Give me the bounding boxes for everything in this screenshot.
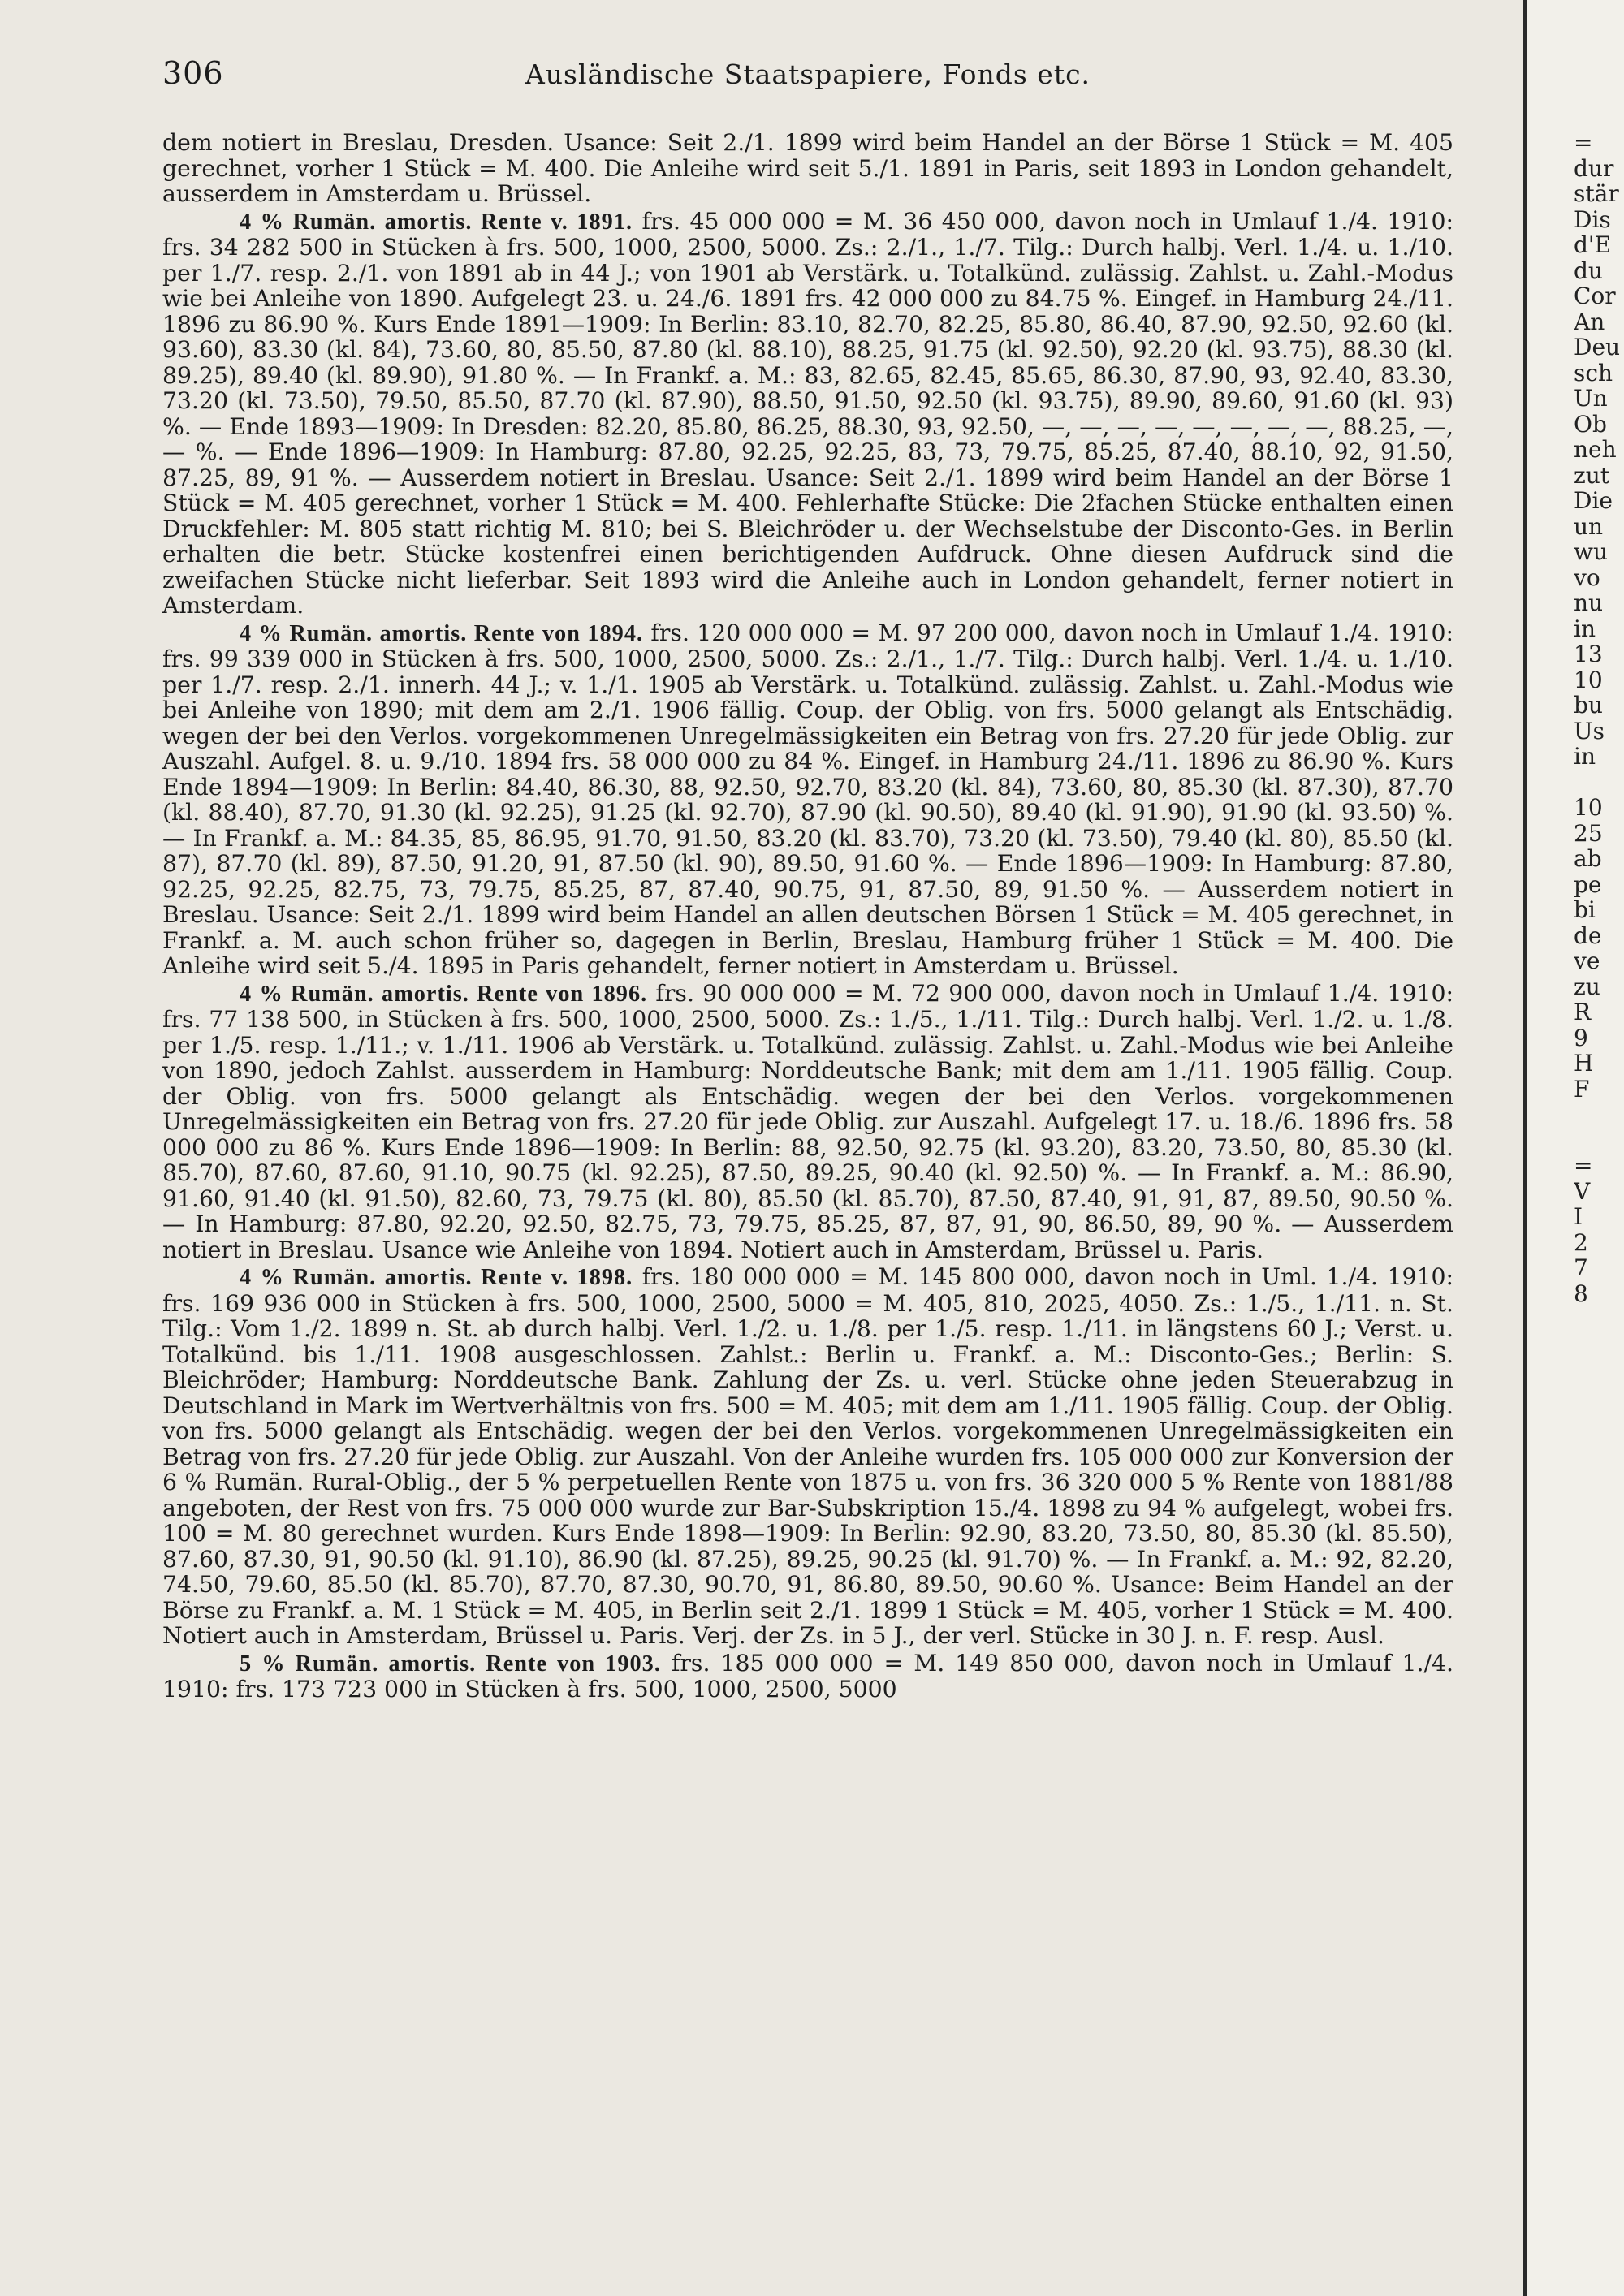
- body-text: [162, 130, 1453, 1703]
- adjacent-page-fragment: Ob: [1574, 410, 1607, 438]
- adjacent-page-fragment: de: [1574, 921, 1602, 949]
- bond-entry-text: frs. 45 000 000 = M. 36 450 000, davon noch in Umlauf 1./4. 1910: frs. 34 282 500 in Stücken à frs. 500, 1000, 2500, 5000. Zs.: 2./1., 1./7. Tilg.: Durch halbj. Verl. 1./4. u. 1./10. per 1./7. resp. 2./1. von 1891 ab in 44 J.; von 1901 ab Verstärk. u. Totalkünd. zulässig. Zahlst. u. Zahl.-Modus wie bei Anleihe von 1890. Aufgelegt 23. u. 24./6. 1891 frs. 42 000 000 zu 84.75 %. Eingef. in Hamburg 24./11. 1896 zu 86.90 %. Kurs Ende 1891—1909: In Berlin: 83.10, 82.70, 82.25, 85.80, 86.40, 87.90, 92.50, 92.60 (kl. 93.60), 83.30 (kl. 84), 73.60, 80, 85.50, 87.80 (kl. 88.10), 88.25, 91.75 (kl. 92.50), 92.20 (kl. 93.75), 88.30 (kl. 89.25), 89.40 (kl. 89.90), 91.80 %. — In Frankf. a. M.: 83, 82.65, 82.45, 85.65, 86.30, 87.90, 93, 92.40, 83.30, 73.20 (kl. 73.50), 79.50, 85.50, 87.70 (kl. 87.90), 88.50, 91.50, 92.50 (kl. 93.75), 89.90, 89.60, 91.60 (kl. 93) %. — Ende 1893—1909: In Dresden: 82.20, 85.80, 86.25, 88.30, 93, 92.50, —, —, —, —, —, —, —, —, 88.25, —, — %. — Ende 1896—1909: In Hamburg: 87.80, 92.25, 92.25, 83, 73, 79.75, 85.25, 87.40, 88.10, 92, 91.50, 87.25, 89, 91 %. — Ausserdem notiert in Breslau. Usance: Seit 2./1. 1899 wird beim Handel an der Börse 1 Stück = M. 405 gerechnet, vorher 1 Stück = M. 400. Fehlerhafte Stücke: Die 2fachen Stücke enthalten einen Druckfehler: M. 805 statt richtig M. 810; bei S. Bleichröder u. der Wechselstube der Disconto-Ges. in Berlin erhalten die betr. Stücke kostenfrei einen berichtigenden Aufdruck. Ohne diesen Aufdruck sind die zweifachen Stücke nicht lieferbar. Seit 1893 wird die Anleihe auch in London gehandelt, ferner notiert in Amsterdam.: [162, 207, 1453, 619]
- bond-entry: [162, 1651, 1453, 1703]
- running-title: Ausländische Staatspapiere, Fonds etc.: [525, 58, 1091, 90]
- adjacent-page-fragment: Die: [1574, 487, 1613, 514]
- adjacent-page-fragment: d'E: [1574, 231, 1612, 258]
- adjacent-page-fragment: zut: [1574, 461, 1610, 489]
- adjacent-page-fragment: =: [1574, 130, 1593, 156]
- adjacent-page-fragment: nu: [1574, 589, 1604, 616]
- adjacent-page-fragment: sch: [1574, 359, 1613, 386]
- bond-entry-heading: 5 % Rumän. amortis. Rente von 1903.: [240, 1651, 661, 1677]
- adjacent-page-text-fragments: [1574, 130, 1624, 1306]
- adjacent-page-fragment: 2: [1574, 1228, 1588, 1256]
- adjacent-page-fragment: neh: [1574, 436, 1617, 463]
- adjacent-page-fragment: Un: [1574, 385, 1608, 412]
- adjacent-page-fragment: V: [1574, 1177, 1591, 1205]
- adjacent-page-fragment: Dis: [1574, 205, 1611, 233]
- adjacent-page-fragment: H: [1574, 1050, 1594, 1077]
- page-edge-rule: [1523, 0, 1527, 2296]
- adjacent-page-fragment: Us: [1574, 717, 1605, 744]
- adjacent-page-fragment: in: [1574, 743, 1596, 770]
- adjacent-page-fragment: [1574, 1128, 1624, 1154]
- adjacent-page-fragment: du: [1574, 257, 1603, 284]
- adjacent-page-fragment: bi: [1574, 896, 1596, 923]
- bond-entry-heading: 4 % Rumän. amortis. Rente v. 1898.: [240, 1265, 633, 1290]
- adjacent-page-fragment: R: [1574, 999, 1592, 1025]
- adjacent-page-fragment: 10: [1574, 794, 1603, 821]
- adjacent-page-fragment: 13: [1574, 641, 1603, 667]
- bond-entry-text: frs. 120 000 000 = M. 97 200 000, davon noch in Umlauf 1./4. 1910: frs. 99 339 000 in Stücken à frs. 500, 1000, 2500, 5000. Zs.: 2./1., 1./7. Tilg.: Durch halbj. Verl. 1./4. u. 1./10. per 1./7. resp. 2./1. innerh. 44 J.; v. 1./1. 1905 ab Verstärk. u. Totalkünd. zulässig. Zahlst. u. Zahl.-Modus wie bei Anleihe von 1890; mit dem am 2./1. 1906 fällig. Coup. der Oblig. von frs. 5000 gelangt als Entschädig. wegen der bei den Verlos. vorgekommenen Unregelmässigkeiten ein Betrag von frs. 27.20 für jede Oblig. zur Auszahl. Aufgel. 8. u. 9./10. 1894 frs. 58 000 000 zu 84 %. Eingef. in Hamburg 24./11. 1896 zu 86.90 %. Kurs Ende 1894—1909: In Berlin: 84.40, 86.30, 88, 92.50, 92.70, 83.20 (kl. 84), 73.60, 80, 85.30 (kl. 87.30), 87.70 (kl. 88.40), 87.70, 91.30 (kl. 92.25), 91.25 (kl. 92.70), 87.90 (kl. 90.50), 89.40 (kl. 91.90), 91.90 (kl. 93.50) %. — In Frankf. a. M.: 84.35, 85, 86.95, 91.70, 91.50, 83.20 (kl. 83.70), 73.20 (kl. 73.50), 79.40 (kl. 80), 85.50 (kl. 87), 87.70 (kl. 89), 87.50, 91.20, 91, 87.50 (kl. 90), 89.50, 91.60 %. — Ende 1896—1909: In Hamburg: 87.80, 92.25, 92.25, 82.75, 73, 79.75, 85.25, 87, 87.40, 90.75, 91, 87.50, 89, 91.50 %. — Ausserdem notiert in Breslau. Usance: Seit 2./1. 1899 wird beim Handel an allen deutschen Börsen 1 Stück = M. 405 gerechnet, in Frankf. a. M. auch schon früher so, dagegen in Berlin, Breslau, Hamburg früher 1 Stück = M. 400. Die Anleihe wird seit 5./4. 1895 in Paris gehandelt, ferner notiert in Amsterdam u. Brüssel.: [162, 619, 1454, 979]
- bond-entry: [162, 209, 1453, 619]
- page-header: [162, 55, 1453, 96]
- adjacent-page-fragment: bu: [1574, 692, 1603, 719]
- adjacent-page-fragment: F: [1574, 1075, 1590, 1103]
- adjacent-page-fragment: 8: [1574, 1280, 1588, 1306]
- adjacent-page-fragment: An: [1574, 308, 1605, 335]
- adjacent-page-fragment: 7: [1574, 1254, 1588, 1281]
- adjacent-page-fragment: vo: [1574, 563, 1600, 591]
- adjacent-page-fragment: stär: [1574, 180, 1619, 207]
- adjacent-page-fragment: dur: [1574, 154, 1614, 182]
- adjacent-page-fragment: 25: [1574, 819, 1603, 847]
- adjacent-page-fragment: zu: [1574, 973, 1600, 1000]
- adjacent-page-fragment: I: [1574, 1203, 1583, 1230]
- continuation-paragraph: [162, 130, 1453, 207]
- bond-entry-heading: 4 % Rumän. amortis. Rente v. 1891.: [240, 209, 633, 235]
- bond-entry-text: frs. 185 000 000 = M. 149 850 000, davon noch in Umlauf 1./4. 1910: frs. 173 723 000 in Stücken à frs. 500, 1000, 2500, 5000: [162, 1649, 1453, 1703]
- bond-entry-heading: 4 % Rumän. amortis. Rente von 1896.: [240, 981, 648, 1007]
- bond-entry: [162, 620, 1453, 979]
- adjacent-page-fragment: 10: [1574, 666, 1603, 693]
- adjacent-page-fragment: Cor: [1574, 283, 1616, 309]
- adjacent-page-fragment: [1574, 770, 1624, 796]
- bond-entry-text: frs. 90 000 000 = M. 72 900 000, davon noch in Umlauf 1./4. 1910: frs. 77 138 500, in Stücken à frs. 500, 1000, 2500, 5000. Zs.: 1./5., 1./11. Tilg.: Durch halbj. Verl. 1./2. u. 1./8. per 1./5. resp. 1./11.; v. 1./11. 1906 ab Verstärk. u. Totalkünd. zulässig. Zahlst. u. Zahl.-Modus wie bei Anleihe von 1890, jedoch Zahlst. ausserdem in Hamburg: Norddeutsche Bank; mit dem am 1./11. 1905 fällig. Coup. der Oblig. von frs. 5000 gelangt als Entschädig. wegen der bei den Verlos. vorgekommenen Unregelmässigkeiten ein Betrag von frs. 27.20 für jede Oblig. zur Auszahl. Aufgelegt 17. u. 18./6. 1896 frs. 58 000 000 zu 86 %. Kurs Ende 1896—1909: In Berlin: 88, 92.50, 92.75 (kl. 93.20), 83.20, 73.50, 80, 85.30 (kl. 85.70), 87.60, 87.60, 91.10, 90.75 (kl. 92.25), 87.50, 89.25, 90.40 (kl. 92.50) %. — In Frankf. a. M.: 86.90, 91.60, 91.40 (kl. 91.50), 82.60, 73, 79.75 (kl. 80), 85.50 (kl. 85.70), 87.50, 87.40, 91, 91, 87, 89.50, 90.50 %. — In Hamburg: 87.80, 92.20, 92.50, 82.75, 73, 79.75, 85.25, 87, 87, 91, 90, 86.50, 89, 90 %. — Ausserdem notiert in Breslau. Usance wie Anleihe von 1894. Notiert auch in Amsterdam, Brüssel u. Paris.: [162, 979, 1454, 1263]
- adjacent-page-fragment: pe: [1574, 870, 1602, 898]
- adjacent-page-fragment: ab: [1574, 845, 1602, 872]
- bond-entry-heading: 4 % Rumän. amortis. Rente von 1894.: [240, 620, 644, 646]
- adjacent-page-fragment: in: [1574, 615, 1596, 642]
- adjacent-page-fragment: [1574, 1102, 1624, 1128]
- adjacent-page-fragment: =: [1574, 1152, 1593, 1179]
- bond-entry-text: frs. 180 000 000 = M. 145 800 000, davon noch in Uml. 1./4. 1910: frs. 169 936 000 in Stücken à frs. 500, 1000, 2500, 5000 = M. 405, 810, 2025, 4050. Zs.: 1./5., 1./11. n. St. Tilg.: Vom 1./2. 1899 n. St. ab durch halbj. Verl. 1./2. u. 1./8. per 1./5. resp. 1./11. in längstens 60 J.; Verst. u. Totalkünd. bis 1./11. 1908 ausgeschlossen. Zahlst.: Berlin u. Frankf. a. M.: Disconto-Ges.; Berlin: S. Bleichröder; Hamburg: Norddeutsche Bank. Zahlung der Zs. u. verl. Stücke ohne jeden Steuerabzug in Deutschland in Mark im Wertverhältnis von frs. 500 = M. 405; mit dem am 1./11. 1905 fällig. Coup. der Oblig. von frs. 5000 gelangt als Entschädig. wegen der bei den Verlos. vorgekommenen Unregelmässigkeiten ein Betrag von frs. 27.20 für jede Oblig. zur Auszahl. Von der Anleihe wurden frs. 105 000 000 zur Konversion der 6 % Rumän. Rural-Oblig., der 5 % perpetuellen Rente von 1875 u. von frs. 36 320 000 5 % Rente von 1881/88 angeboten, der Rest von frs. 75 000 000 wurde zur Bar-Subskription 15./4. 1898 zu 94 % aufgelegt, wobei frs. 100 = M. 80 gerechnet wurden. Kurs Ende 1898—1909: In Berlin: 92.90, 83.20, 73.50, 80, 85.30 (kl. 85.50), 87.60, 87.30, 91, 90.50 (kl. 91.10), 86.90 (kl. 87.25), 89.25, 90.25 (kl. 91.70) %. — In Frankf. a. M.: 92, 82.20, 74.50, 79.60, 85.50 (kl. 85.70), 87.70, 87.30, 90.70, 91, 86.80, 89.50, 90.60 %. Usance: Beim Handel an der Börse zu Frankf. a. M. 1 Stück = M. 405, in Berlin seit 2./1. 1899 1 Stück = M. 405, vorher 1 Stück = M. 400. Notiert auch in Amsterdam, Brüssel u. Paris. Verj. der Zs. in 5 J., der verl. Stücke in 30 J. n. F. resp. Ausl.: [162, 1263, 1453, 1649]
- bond-entry: [162, 981, 1453, 1263]
- adjacent-page-fragment: ve: [1574, 947, 1600, 974]
- adjacent-page-fragment: wu: [1574, 538, 1608, 565]
- adjacent-page-fragment: 9: [1574, 1024, 1588, 1051]
- bond-entry-text: dem notiert in Breslau, Dresden. Usance: Seit 2./1. 1899 wird beim Handel an der Börse 1 Stück = M. 405 gerechnet, vorher 1 Stück = M. 400. Die Anleihe wird seit 5./1. 1891 in Paris, seit 1893 in London gehandelt, ausserdem in Amsterdam u. Brüssel.: [162, 129, 1453, 207]
- adjacent-page-fragment: Deu: [1574, 334, 1621, 360]
- bond-entry: [162, 1264, 1453, 1649]
- adjacent-page-fragment: un: [1574, 512, 1604, 540]
- page-number: 306: [162, 55, 224, 91]
